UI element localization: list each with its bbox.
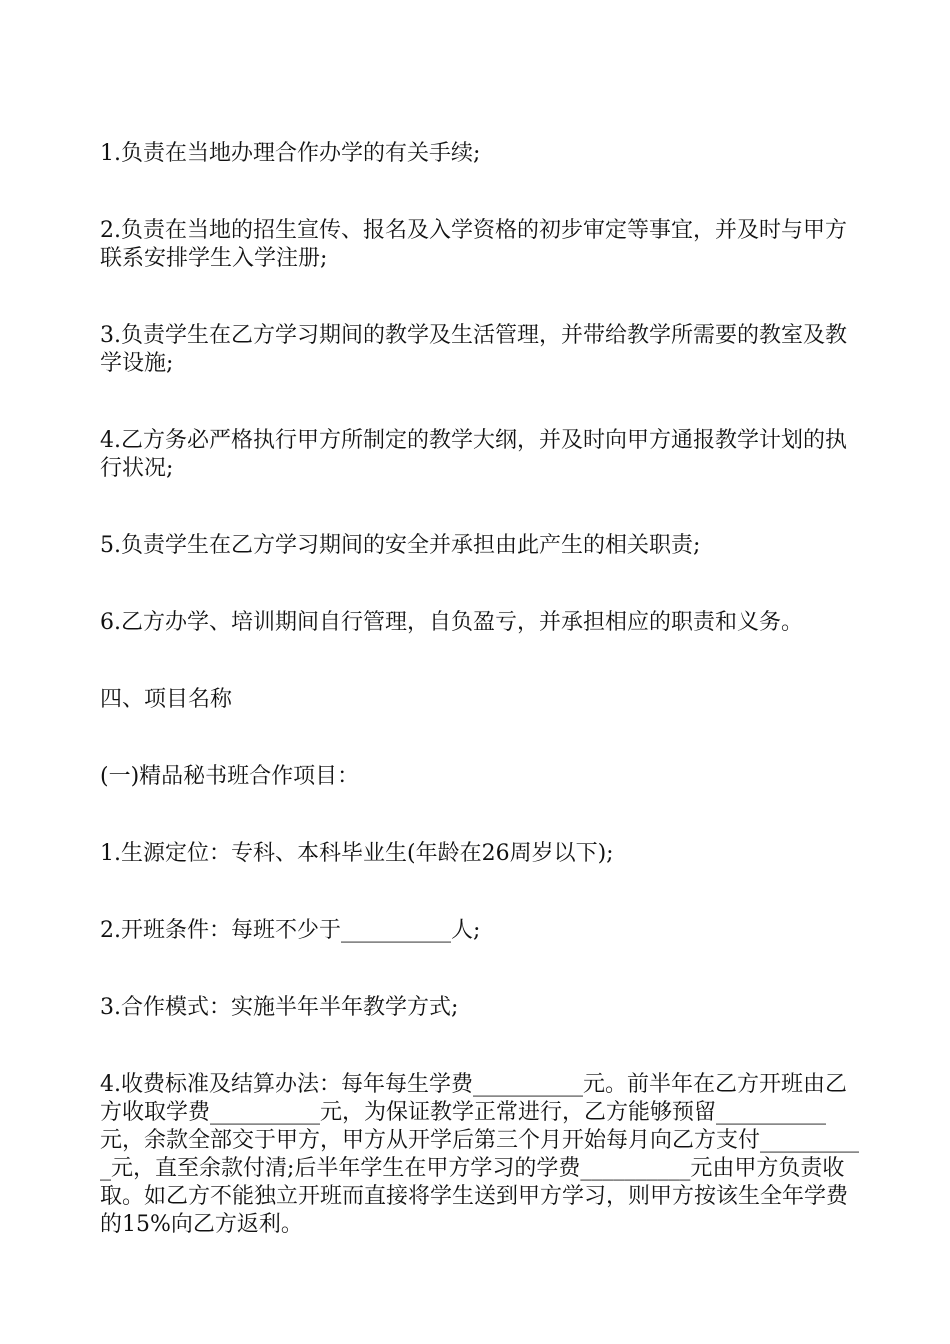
project-item-4: 4.收费标准及结算办法：每年每生学费__________元。前半年在乙方开班由乙方收取学费__________元，为保证教学正常进行，乙方能够预留__________元，余款全部交于甲方，甲方从开学后第三个月开始每月向乙方支付__________元，直至余款付清;后半年学生在甲方学习的学费__________元由甲方负责收取。如乙方不能独立开班而直接将学生送到甲方学习，则甲方按该生全年学费的15%向乙方返利。 bbox=[100, 1072, 860, 1237]
clause-3: 3.负责学生在乙方学习期间的教学及生活管理，并带给教学所需要的教室及教学设施; bbox=[100, 323, 847, 376]
subsection-heading: (一)精品秘书班合作项目： bbox=[100, 764, 360, 789]
project-item-1: 1.生源定位：专科、本科毕业生(年龄在26周岁以下); bbox=[100, 841, 614, 866]
project-item-3: 3.合作模式：实施半年半年教学方式; bbox=[100, 995, 459, 1020]
section-heading: 四、项目名称 bbox=[100, 687, 233, 712]
document-page bbox=[100, 140, 860, 1288]
clause-2: 2.负责在当地的招生宣传、报名及入学资格的初步审定等事宜，并及时与甲方联系安排学生入学注册; bbox=[100, 218, 847, 271]
clause-6: 6.乙方办学、培训期间自行管理，自负盈亏，并承担相应的职责和义务。 bbox=[100, 610, 803, 635]
clause-4: 4.乙方务必严格执行甲方所制定的教学大纲，并及时向甲方通报教学计划的执行状况; bbox=[100, 428, 847, 481]
project-item-2: 2.开班条件：每班不少于__________人; bbox=[100, 918, 481, 943]
clause-1: 1.负责在当地办理合作办学的有关手续; bbox=[100, 141, 481, 166]
clause-5: 5.负责学生在乙方学习期间的安全并承担由此产生的相关职责; bbox=[100, 533, 701, 558]
